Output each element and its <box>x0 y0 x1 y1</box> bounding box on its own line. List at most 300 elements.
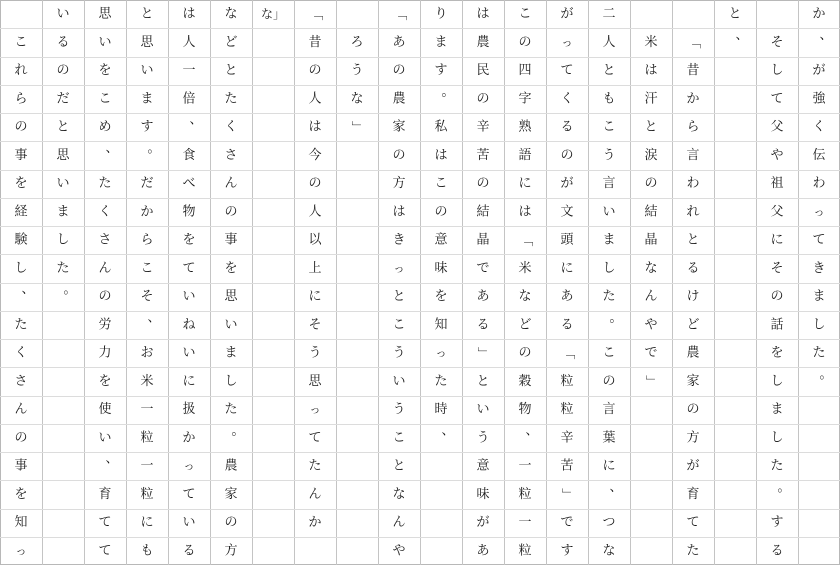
manuscript-char: す <box>770 515 784 531</box>
manuscript-char: ど <box>518 317 532 333</box>
manuscript-char: 思 <box>308 373 322 389</box>
manuscript-char: っ <box>15 544 27 558</box>
manuscript-char: 苦 <box>560 458 574 474</box>
manuscript-char: こ <box>602 345 616 361</box>
manuscript-char: 食 <box>182 147 196 163</box>
manuscript-char: す <box>140 119 154 135</box>
manuscript-char: い <box>476 402 490 418</box>
manuscript-char: そ <box>770 34 784 50</box>
manuscript-char: べ <box>182 176 196 192</box>
manuscript-char: く <box>224 119 238 135</box>
manuscript-char: 事 <box>14 458 28 474</box>
manuscript-char: 汗 <box>644 91 658 107</box>
manuscript-char: 人 <box>308 204 322 220</box>
manuscript-char: 」 <box>475 346 491 360</box>
manuscript-char: そ <box>770 260 784 276</box>
manuscript-char: の <box>56 63 70 79</box>
manuscript-char: 「 <box>559 346 575 360</box>
manuscript-char: 、 <box>609 479 623 495</box>
manuscript-char: て <box>560 63 574 79</box>
manuscript-char: し <box>770 63 784 79</box>
manuscript-char: に <box>140 515 154 531</box>
manuscript-char: ど <box>686 317 700 333</box>
manuscript-char: 。 <box>609 310 623 326</box>
manuscript-char: 四 <box>518 63 532 79</box>
manuscript-char: だ <box>56 91 70 107</box>
manuscript-char: 思 <box>224 289 238 305</box>
manuscript-char: ま <box>770 402 784 418</box>
manuscript-char: 農 <box>476 34 490 50</box>
manuscript-char: さ <box>224 147 238 163</box>
manuscript-char: 、 <box>147 310 161 326</box>
manuscript-char: な」 <box>260 7 286 22</box>
manuscript-char: 知 <box>434 317 448 333</box>
manuscript-char: を <box>14 486 28 502</box>
manuscript-char: も <box>602 91 616 107</box>
manuscript-char: 一 <box>518 515 532 531</box>
manuscript-char: 二 <box>602 6 616 22</box>
manuscript-char: に <box>770 232 784 248</box>
manuscript-char: と <box>602 63 616 79</box>
manuscript-char: 「 <box>307 7 323 21</box>
manuscript-char: 父 <box>770 204 784 220</box>
manuscript-char: 粒 <box>518 543 532 559</box>
manuscript-char: 方 <box>392 176 406 192</box>
manuscript-char: う <box>602 147 616 163</box>
manuscript-char: 強 <box>812 91 826 107</box>
manuscript-char: は <box>434 147 448 163</box>
manuscript-char: と <box>392 289 406 305</box>
manuscript-char: か <box>182 430 196 446</box>
manuscript-char: こ <box>434 176 448 192</box>
manuscript-char: や <box>392 543 406 559</box>
manuscript-char: れ <box>14 63 28 79</box>
manuscript-char: ま <box>56 204 70 220</box>
manuscript-char: く <box>560 91 574 107</box>
manuscript-char: 昔 <box>308 34 322 50</box>
manuscript-char: 穀 <box>518 373 532 389</box>
manuscript-char: う <box>392 345 406 361</box>
manuscript-char: き <box>392 232 406 248</box>
manuscript-char: 頭 <box>560 232 574 248</box>
manuscript-char: さ <box>14 373 28 389</box>
manuscript-char: あ <box>476 289 490 305</box>
manuscript-char: き <box>812 260 826 276</box>
manuscript-char: 倍 <box>182 91 196 107</box>
manuscript-char: 使 <box>98 402 112 418</box>
manuscript-char: な <box>392 486 406 502</box>
manuscript-char: そ <box>308 317 322 333</box>
manuscript-char: い <box>392 373 406 389</box>
manuscript-char: い <box>140 63 154 79</box>
manuscript-char: ま <box>434 34 448 50</box>
manuscript-char: あ <box>392 34 406 50</box>
manuscript-char: な <box>644 260 658 276</box>
manuscript-char: こ <box>602 119 616 135</box>
manuscript-char: に <box>518 176 532 192</box>
manuscript-char: し <box>770 373 784 389</box>
manuscript-char: っ <box>393 261 405 275</box>
manuscript-char: わ <box>812 176 826 192</box>
manuscript-char: て <box>770 91 784 107</box>
manuscript-char: る <box>560 119 574 135</box>
manuscript-char: 意 <box>476 458 490 474</box>
manuscript-char: を <box>770 345 784 361</box>
manuscript-char: し <box>770 430 784 446</box>
manuscript-char: 扱 <box>182 402 196 418</box>
manuscript-char: 「 <box>391 7 407 21</box>
manuscript-char: 米 <box>644 34 658 50</box>
manuscript-char: ま <box>224 345 238 361</box>
manuscript-char: は <box>518 204 532 220</box>
manuscript-char: こ <box>14 34 28 50</box>
manuscript-char: 、 <box>105 451 119 467</box>
manuscript-char: 育 <box>98 486 112 502</box>
manuscript-char: 」 <box>643 374 659 388</box>
manuscript-char: 意 <box>434 232 448 248</box>
manuscript-char: こ <box>98 91 112 107</box>
manuscript-char: を <box>98 63 112 79</box>
manuscript-char: 粒 <box>518 486 532 502</box>
manuscript-char: て <box>98 515 112 531</box>
manuscript-char: か <box>686 91 700 107</box>
manuscript-char: け <box>686 289 700 305</box>
manuscript-char: 一 <box>518 458 532 474</box>
manuscript-char: つ <box>602 515 616 531</box>
manuscript-char: す <box>434 63 448 79</box>
manuscript-char: と <box>392 458 406 474</box>
manuscript-char: 苦 <box>476 147 490 163</box>
manuscript-char: う <box>308 345 322 361</box>
manuscript-char: る <box>560 317 574 333</box>
manuscript-char: 粒 <box>140 430 154 446</box>
manuscript-char: も <box>140 543 154 559</box>
manuscript-char: の <box>686 402 700 418</box>
manuscript-char: ま <box>140 91 154 107</box>
manuscript-char: こ <box>518 6 532 22</box>
manuscript-char: わ <box>686 176 700 192</box>
manuscript-char: 私 <box>434 119 448 135</box>
manuscript-char: は <box>182 6 196 22</box>
manuscript-char: さ <box>98 232 112 248</box>
manuscript-char: ろ <box>350 34 364 50</box>
manuscript-char: 。 <box>147 140 161 156</box>
manuscript-char: 以 <box>308 232 322 248</box>
manuscript-char: を <box>224 260 238 276</box>
manuscript-char: 味 <box>434 260 448 276</box>
manuscript-char: ん <box>644 289 658 305</box>
manuscript-char: 経 <box>14 204 28 220</box>
manuscript-char: が <box>812 63 826 79</box>
manuscript-char: 味 <box>476 486 490 502</box>
manuscript-char: お <box>140 345 154 361</box>
manuscript-char: 力 <box>98 345 112 361</box>
manuscript-char: 伝 <box>812 147 826 163</box>
manuscript-char: と <box>140 6 154 22</box>
manuscript-char: に <box>308 289 322 305</box>
manuscript-char: か <box>140 204 154 220</box>
manuscript-char: か <box>308 515 322 531</box>
manuscript-char: や <box>644 317 658 333</box>
manuscript-char: を <box>98 373 112 389</box>
manuscript-char: あ <box>560 289 574 305</box>
manuscript-char: ら <box>140 232 154 248</box>
manuscript-char: で <box>560 515 574 531</box>
manuscript-char: 農 <box>224 458 238 474</box>
manuscript-char: り <box>434 6 448 22</box>
manuscript-char: 方 <box>224 543 238 559</box>
manuscript-char: い <box>182 289 196 305</box>
manuscript-char: い <box>56 6 70 22</box>
manuscript-char: 結 <box>644 204 658 220</box>
manuscript-char: っ <box>435 346 447 360</box>
manuscript-char: は <box>476 6 490 22</box>
manuscript-char: て <box>182 486 196 502</box>
manuscript-char: く <box>14 345 28 361</box>
manuscript-char: な <box>224 6 238 22</box>
manuscript-char: や <box>770 147 784 163</box>
manuscript-char: 方 <box>686 430 700 446</box>
manuscript-char: と <box>644 119 658 135</box>
manuscript-char: 「 <box>685 35 701 49</box>
manuscript-char: の <box>14 430 28 446</box>
manuscript-char: た <box>770 458 784 474</box>
manuscript-char: で <box>476 260 490 276</box>
manuscript-char: 辛 <box>560 430 574 446</box>
manuscript-char: い <box>98 430 112 446</box>
manuscript-char: の <box>602 373 616 389</box>
manuscript-char: 「 <box>517 233 533 247</box>
manuscript-char: 、 <box>441 423 455 439</box>
manuscript-char: く <box>98 204 112 220</box>
manuscript-char: 家 <box>686 373 700 389</box>
manuscript-char: 育 <box>686 486 700 502</box>
manuscript-char: だ <box>140 176 154 192</box>
manuscript-char: か <box>812 6 826 22</box>
manuscript-char: た <box>224 91 238 107</box>
manuscript-char: の <box>308 176 322 192</box>
manuscript-char: い <box>182 515 196 531</box>
manuscript-char: る <box>770 543 784 559</box>
manuscript-char: ん <box>308 486 322 502</box>
manuscript-char: い <box>56 176 70 192</box>
manuscript-char: ん <box>14 402 28 418</box>
manuscript-char: と <box>476 373 490 389</box>
manuscript-char: 祖 <box>770 176 784 192</box>
manuscript-char: う <box>392 402 406 418</box>
manuscript-char: 。 <box>777 479 791 495</box>
manuscript-char: 思 <box>56 147 70 163</box>
manuscript-char: う <box>350 63 364 79</box>
manuscript-char: る <box>56 34 70 50</box>
manuscript-char: 家 <box>224 486 238 502</box>
manuscript-char: は <box>308 119 322 135</box>
manuscript-char: ら <box>686 119 700 135</box>
manuscript-char: 人 <box>182 34 196 50</box>
manuscript-char: 」 <box>559 487 575 501</box>
manuscript-char: な <box>350 91 364 107</box>
manuscript-char: て <box>686 515 700 531</box>
manuscript-char: の <box>644 176 658 192</box>
manuscript-text <box>13 7 832 565</box>
manuscript-char: 文 <box>560 204 574 220</box>
manuscript-char: の <box>392 147 406 163</box>
manuscript-char: は <box>644 63 658 79</box>
manuscript-char: こ <box>392 430 406 446</box>
manuscript-char: し <box>14 260 28 276</box>
manuscript-char: れ <box>686 204 700 220</box>
manuscript-char: ま <box>812 289 826 305</box>
manuscript-char: 米 <box>140 373 154 389</box>
manuscript-char: っ <box>309 403 321 417</box>
manuscript-char: 事 <box>14 147 28 163</box>
manuscript-char: い <box>602 204 616 220</box>
manuscript-char: 人 <box>602 34 616 50</box>
manuscript-char: の <box>560 147 574 163</box>
manuscript-char: 葉 <box>602 430 616 446</box>
manuscript-char: 今 <box>308 147 322 163</box>
manuscript-char: し <box>602 260 616 276</box>
manuscript-char: く <box>812 119 826 135</box>
manuscript-char: 労 <box>98 317 112 333</box>
manuscript-char: を <box>434 289 448 305</box>
manuscript-char: が <box>476 515 490 531</box>
manuscript-char: 熟 <box>518 119 532 135</box>
manuscript-char: る <box>686 260 700 276</box>
manuscript-char: る <box>476 317 490 333</box>
manuscript-char: 語 <box>518 147 532 163</box>
manuscript-char: て <box>308 430 322 446</box>
manuscript-char: 知 <box>14 515 28 531</box>
manuscript-char: る <box>182 543 196 559</box>
manuscript-char: 農 <box>686 345 700 361</box>
manuscript-char: な <box>602 543 616 559</box>
manuscript-char: い <box>182 345 196 361</box>
manuscript-char: 」 <box>349 120 365 134</box>
manuscript-char: と <box>686 232 700 248</box>
manuscript-char: の <box>14 119 28 135</box>
manuscript-char: 昔 <box>686 63 700 79</box>
manuscript-char: う <box>476 430 490 446</box>
manuscript-char: た <box>434 373 448 389</box>
manuscript-char: と <box>224 63 238 79</box>
manuscript-char: 、 <box>105 140 119 156</box>
manuscript-char: 一 <box>140 458 154 474</box>
manuscript-char: の <box>224 515 238 531</box>
manuscript-char: 。 <box>231 423 245 439</box>
manuscript-char: が <box>560 176 574 192</box>
manuscript-char: と <box>56 119 70 135</box>
manuscript-char: 。 <box>819 366 833 382</box>
manuscript-char: の <box>476 176 490 192</box>
manuscript-char: こ <box>392 317 406 333</box>
manuscript-char: ね <box>182 317 196 333</box>
manuscript-char: 粒 <box>560 402 574 418</box>
manuscript-char: 験 <box>14 232 28 248</box>
manuscript-char: は <box>392 204 406 220</box>
manuscript-char: あ <box>476 543 490 559</box>
manuscript-char: た <box>14 317 28 333</box>
manuscript-char: 、 <box>819 27 833 43</box>
manuscript-char: っ <box>561 35 573 49</box>
manuscript-char: ま <box>602 232 616 248</box>
manuscript-char: 結 <box>476 204 490 220</box>
manuscript-char: が <box>560 6 574 22</box>
manuscript-char: て <box>98 543 112 559</box>
manuscript-char: 一 <box>140 402 154 418</box>
manuscript-char: 晶 <box>476 232 490 248</box>
manuscript-char: 言 <box>602 402 616 418</box>
manuscript-char: 、 <box>525 423 539 439</box>
manuscript-char: の <box>518 345 532 361</box>
manuscript-char: の <box>518 34 532 50</box>
manuscript-char: に <box>182 373 196 389</box>
manuscript-char: 時 <box>434 402 448 418</box>
manuscript-char: 涙 <box>644 147 658 163</box>
manuscript-char: 一 <box>182 63 196 79</box>
manuscript-char: を <box>14 176 28 192</box>
manuscript-char: し <box>56 232 70 248</box>
manuscript-char: を <box>182 232 196 248</box>
manuscript-char: し <box>812 317 826 333</box>
manuscript-char: て <box>812 232 826 248</box>
manuscript-char: 、 <box>21 282 35 298</box>
manuscript-char: ら <box>14 91 28 107</box>
manuscript-char: な <box>518 289 532 305</box>
manuscript-char: そ <box>140 289 154 305</box>
manuscript-char: 晶 <box>644 232 658 248</box>
manuscript-char: 物 <box>182 204 196 220</box>
manuscript-char: 農 <box>392 91 406 107</box>
manuscript-char: 父 <box>770 119 784 135</box>
manuscript-char: ん <box>224 176 238 192</box>
manuscript-char: 上 <box>308 260 322 276</box>
manuscript-char: の <box>98 289 112 305</box>
manuscript-char: た <box>308 458 322 474</box>
manuscript-char: 粒 <box>140 486 154 502</box>
manuscript-char: 言 <box>602 176 616 192</box>
manuscript-char: た <box>98 176 112 192</box>
manuscript-char: ど <box>224 34 238 50</box>
manuscript-char: 米 <box>518 260 532 276</box>
manuscript-char: に <box>560 260 574 276</box>
manuscript-char: め <box>98 119 112 135</box>
manuscript-char: っ <box>813 205 825 219</box>
manuscript-char: 粒 <box>560 373 574 389</box>
manuscript-char: の <box>770 289 784 305</box>
manuscript-char: す <box>560 543 574 559</box>
manuscript-char: こ <box>140 260 154 276</box>
manuscript-char: が <box>686 458 700 474</box>
manuscript-char: 字 <box>518 91 532 107</box>
manuscript-char: 。 <box>441 84 455 100</box>
manuscript-char: た <box>56 260 70 276</box>
manuscript-char: 言 <box>686 147 700 163</box>
manuscript-char: た <box>224 402 238 418</box>
manuscript-char: 、 <box>189 112 203 128</box>
manuscript-char: 。 <box>63 282 77 298</box>
manuscript-char: て <box>182 260 196 276</box>
manuscript-char: 辛 <box>476 119 490 135</box>
manuscript-char: た <box>602 289 616 305</box>
manuscript-char: い <box>98 34 112 50</box>
manuscript-char: た <box>812 345 826 361</box>
manuscript-char: の <box>224 204 238 220</box>
manuscript-char: と <box>728 6 742 22</box>
manuscript-char: ん <box>392 515 406 531</box>
manuscript-char: た <box>686 543 700 559</box>
manuscript-char: 民 <box>476 63 490 79</box>
